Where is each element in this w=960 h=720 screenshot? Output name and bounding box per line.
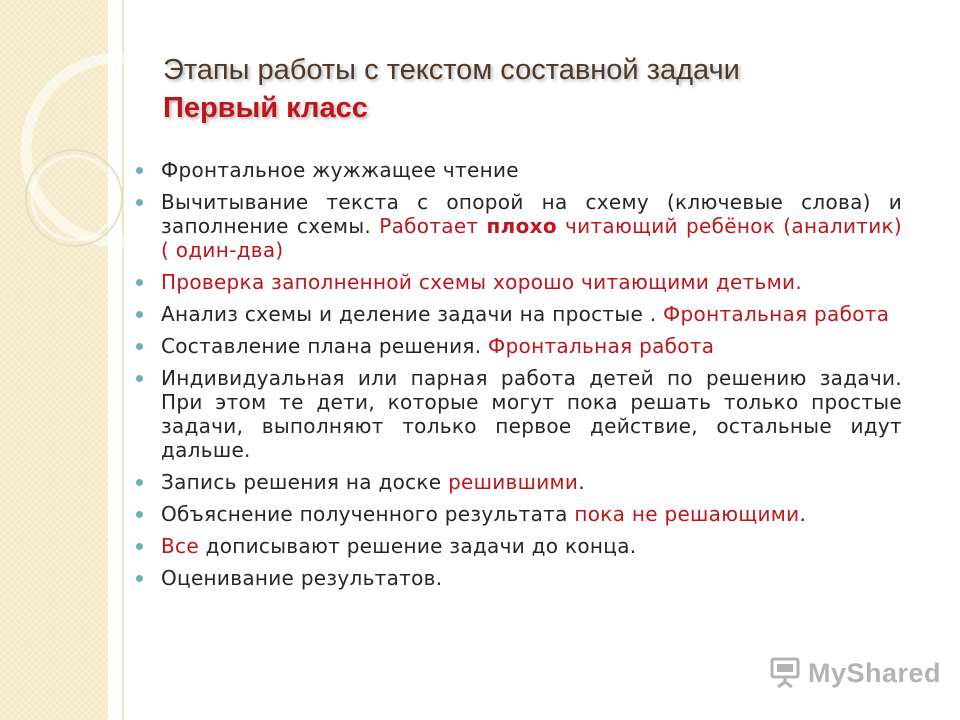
bullet-item [134, 158, 902, 182]
bullet-dot-icon [136, 543, 143, 550]
bullet-text-run: . [578, 470, 585, 494]
bullet-dot-icon [136, 375, 143, 382]
bullet-text-run: Анализ схемы и деление задачи на простые . [161, 302, 664, 326]
bullet-dot-icon [136, 575, 143, 582]
bullet-text-run: Работает [379, 214, 487, 238]
bullet-item [134, 534, 902, 558]
watermark [768, 656, 941, 690]
bullet-text-run: Все [161, 534, 199, 558]
bullet-text-run: Объяснение полученного результата [161, 502, 575, 526]
bullet-text-run: читающий ребёнок (аналитик) ( один-два) [161, 214, 902, 262]
bullet-text-run: Фронтальная работа [663, 302, 890, 326]
bullet-list [134, 158, 902, 598]
bullet-dot-icon [136, 199, 143, 206]
bullet-text-run: Индивидуальная или парная работа детей по решению задачи. При этом те дети, которые могут пока решать только простые задачи, выполняют только первое действие, остальные идут дальше. [161, 366, 902, 462]
bullet-item [134, 334, 902, 358]
bullet-text-run: плохо [486, 214, 557, 238]
bullet-dot-icon [136, 279, 143, 286]
bullet-text-run: пока не решающими [574, 502, 800, 526]
bullet-dot-icon [136, 511, 143, 518]
bullet-item [134, 470, 902, 494]
bullet-dot-icon [136, 343, 143, 350]
bullet-text-run: решившими [448, 470, 579, 494]
bullet-dot-icon [136, 167, 143, 174]
bullet-item [134, 190, 902, 262]
bullet-text-run: Составление плана решения. [161, 334, 489, 358]
watermark-text: MyShared [808, 657, 942, 688]
bullet-dot-icon [136, 479, 143, 486]
bullet-item [134, 502, 902, 526]
bullet-text-run: Фронтальная работа [488, 334, 715, 358]
slide-title-main: Этапы работы с текстом составной задачи [163, 54, 740, 86]
bullet-text-run: Проверка заполненной схемы хорошо читающими детьми. [161, 270, 802, 294]
bullet-item [134, 366, 902, 462]
slide-title-subtitle: Первый класс [163, 92, 368, 124]
bullet-text-run: Фронтальное жужжащее чтение [161, 158, 519, 182]
bullet-dot-icon [136, 311, 143, 318]
slide-title [163, 52, 740, 128]
bullet-text-run: Оценивание результатов. [161, 566, 443, 590]
bullet-text-run: Запись решения на доске [161, 470, 449, 494]
bullet-item [134, 302, 902, 326]
bullet-text-run: . [799, 502, 807, 526]
bullet-item [134, 566, 902, 590]
presentation-board-icon [768, 656, 802, 690]
bullet-text-run: Вычитывание текста с опорой на схему (ключевые слова) и заполнение схемы. [161, 190, 902, 238]
bullet-item [134, 270, 902, 294]
bullet-text-run: дописывают решение задачи до конца. [198, 534, 637, 558]
